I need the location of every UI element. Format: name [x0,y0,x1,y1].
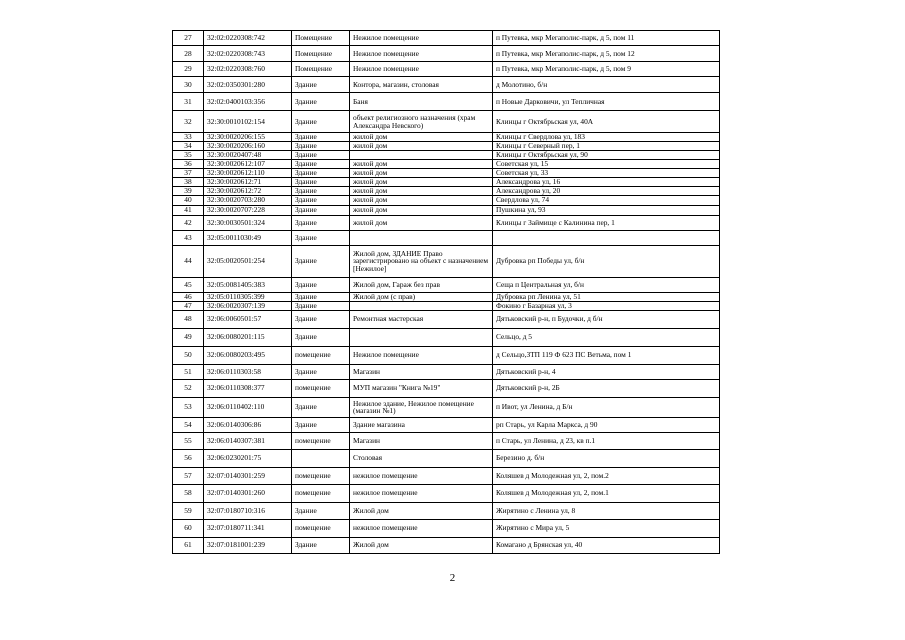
object-address-cell: п Путевка, мкр Мегаполис-парк, д 5, пом 9 [493,62,720,77]
object-kind-cell: Здание [292,301,350,310]
table-row [173,186,720,195]
table-row [173,467,720,484]
object-address-cell: Дубровка рп Победы ул, б/н [493,245,720,277]
object-address-cell: рп Старь, ул Карла Маркса, д 90 [493,417,720,432]
table-row [173,31,720,46]
table-row [173,364,720,379]
cadastral-number-cell: 32:06:0140306:86 [204,417,292,432]
object-address-cell: Клинцы г Займище с Калинина пер, 1 [493,215,720,230]
object-name-cell: нежилое помещение [350,519,493,537]
object-address-cell: д Молотино, б/н [493,77,720,93]
object-name-cell: жилой дом [350,177,493,186]
table-row [173,77,720,93]
object-address-cell: д Сельцо,ЗТП 119 Ф 623 ПС Ветьма, пом 1 [493,346,720,364]
row-number-cell: 57 [173,467,204,484]
cadastral-number-cell: 32:07:0180710:316 [204,502,292,519]
object-kind-cell: Здание [292,502,350,519]
cadastral-number-cell: 32:06:0020307:139 [204,301,292,310]
object-name-cell [350,150,493,159]
object-name-cell: Жилой дом (с прав) [350,292,493,301]
object-name-cell: Здание магазина [350,417,493,432]
cadastral-number-cell: 32:05:0110305:399 [204,292,292,301]
table-row [173,519,720,537]
cadastral-number-cell: 32:02:0350301:280 [204,77,292,93]
object-address-cell: п Путевка, мкр Мегаполис-парк, д 5, пом 12 [493,46,720,62]
object-kind-cell: помещение [292,519,350,537]
row-number-cell: 45 [173,277,204,292]
table-row [173,484,720,502]
object-name-cell: нежилое помещение [350,467,493,484]
object-address-cell: Дятьковский р-н, 2Б [493,379,720,397]
object-name-cell: жилой дом [350,159,493,168]
row-number-cell: 44 [173,245,204,277]
cadastral-number-cell: 32:02:0220308:743 [204,46,292,62]
row-number-cell: 51 [173,364,204,379]
row-number-cell: 50 [173,346,204,364]
object-name-cell [350,230,493,245]
object-name-cell: Ремонтная мастерская [350,310,493,328]
table-row [173,397,720,417]
object-name-cell: Нежилое помещение [350,62,493,77]
object-kind-cell: Здание [292,111,350,133]
table-row [173,245,720,277]
table-row [173,292,720,301]
row-number-cell: 47 [173,301,204,310]
cadastral-number-cell: 32:07:0140301:260 [204,484,292,502]
object-address-cell: Советская ул, 33 [493,168,720,177]
row-number-cell: 38 [173,177,204,186]
row-number-cell: 59 [173,502,204,519]
table-row [173,537,720,553]
row-number-cell: 56 [173,449,204,467]
row-number-cell: 61 [173,537,204,553]
object-address-cell: Клинцы г Октябрьская ул, 40А [493,111,720,133]
object-kind-cell: помещение [292,346,350,364]
object-name-cell: жилой дом [350,141,493,150]
object-kind-cell: Здание [292,215,350,230]
row-number-cell: 32 [173,111,204,133]
object-name-cell: Нежилое помещение [350,346,493,364]
cadastral-number-cell: 32:02:0400103:356 [204,93,292,111]
object-name-cell: Нежилое помещение [350,46,493,62]
table-row [173,159,720,168]
object-kind-cell: Здание [292,277,350,292]
row-number-cell: 33 [173,133,204,142]
row-number-cell: 31 [173,93,204,111]
row-number-cell: 42 [173,215,204,230]
object-name-cell: жилой дом [350,133,493,142]
table-row [173,310,720,328]
object-kind-cell: помещение [292,467,350,484]
object-kind-cell: Здание [292,328,350,346]
row-number-cell: 43 [173,230,204,245]
object-address-cell: Клинцы г Северный пер, 1 [493,141,720,150]
table-row [173,328,720,346]
table-row [173,177,720,186]
object-address-cell [493,230,720,245]
object-address-cell: п Путевка, мкр Мегаполис-парк, д 5, пом 11 [493,31,720,46]
object-address-cell: Жирятино с Ленина ул, 8 [493,502,720,519]
object-address-cell: Дятьковский р-н, п Будочки, д б/н [493,310,720,328]
cadastral-number-cell: 32:30:0020407:48 [204,150,292,159]
table-row [173,346,720,364]
cadastral-number-cell: 32:30:0020703:280 [204,195,292,205]
object-address-cell: Александрова ул, 16 [493,177,720,186]
object-kind-cell: Здание [292,397,350,417]
object-name-cell: Жилой дом [350,502,493,519]
object-address-cell: Жирятино с Мира ул, 5 [493,519,720,537]
object-address-cell: Сеща п Центральная ул, б/н [493,277,720,292]
cadastral-number-cell: 32:07:0181001:239 [204,537,292,553]
table-row [173,379,720,397]
object-kind-cell: помещение [292,379,350,397]
object-kind-cell: Здание [292,205,350,215]
cadastral-number-cell: 32:02:0220308:760 [204,62,292,77]
object-name-cell: Столовая [350,449,493,467]
row-number-cell: 48 [173,310,204,328]
object-address-cell: Свердлова ул, 74 [493,195,720,205]
object-name-cell: Нежилое помещение [350,31,493,46]
table-row [173,46,720,62]
object-kind-cell: Помещение [292,62,350,77]
row-number-cell: 39 [173,186,204,195]
object-address-cell: Березино д. б/н [493,449,720,467]
table-row [173,133,720,142]
row-number-cell: 28 [173,46,204,62]
cadastral-number-cell: 32:30:0020612:107 [204,159,292,168]
row-number-cell: 29 [173,62,204,77]
registry-table-body [173,31,720,554]
cadastral-number-cell: 32:30:0020707:228 [204,205,292,215]
row-number-cell: 55 [173,432,204,449]
object-address-cell: п Ивот, ул Ленина, д Б/н [493,397,720,417]
object-kind-cell: Здание [292,230,350,245]
object-address-cell: Дятьковский р-н, 4 [493,364,720,379]
object-name-cell [350,301,493,310]
object-address-cell: Коляшев д Молодежная ул, 2, пом.2 [493,467,720,484]
cadastral-number-cell: 32:06:0110303:58 [204,364,292,379]
row-number-cell: 35 [173,150,204,159]
object-name-cell: Жилой дом, ЗДАНИЕ Право зарегистрировано на объект с назначением [Нежилое] [350,245,493,277]
object-address-cell: п Старь, ул Ленина, д 23, кв п.1 [493,432,720,449]
table-row [173,141,720,150]
object-kind-cell: Здание [292,177,350,186]
page-number: 2 [449,572,456,584]
object-address-cell: Комагано д Брянская ул, 40 [493,537,720,553]
object-name-cell: Нежилое здание, Нежилое помещение (магазин №1) [350,397,493,417]
cadastral-number-cell: 32:30:0020206:160 [204,141,292,150]
cadastral-number-cell: 32:05:0011030:49 [204,230,292,245]
row-number-cell: 53 [173,397,204,417]
object-kind-cell: Помещение [292,31,350,46]
table-row [173,93,720,111]
cadastral-number-cell: 32:06:0080203:495 [204,346,292,364]
cadastral-number-cell: 32:30:0020612:71 [204,177,292,186]
row-number-cell: 54 [173,417,204,432]
row-number-cell: 41 [173,205,204,215]
object-name-cell: Контора, магазин, столовая [350,77,493,93]
table-row [173,205,720,215]
object-kind-cell: Здание [292,168,350,177]
table-row [173,277,720,292]
cadastral-number-cell: 32:07:0140301:259 [204,467,292,484]
table-row [173,195,720,205]
object-name-cell: жилой дом [350,215,493,230]
table-row [173,150,720,159]
property-registry-table [172,30,720,554]
cadastral-number-cell: 32:06:0230201:75 [204,449,292,467]
object-address-cell: Фокино г Базарная ул, 3 [493,301,720,310]
object-name-cell: жилой дом [350,195,493,205]
table-row [173,111,720,133]
object-address-cell: Клинцы г Октябрьская ул, 90 [493,150,720,159]
object-address-cell: Сельцо, д 5 [493,328,720,346]
object-kind-cell: Здание [292,195,350,205]
object-name-cell: Баня [350,93,493,111]
table-row [173,62,720,77]
row-number-cell: 30 [173,77,204,93]
object-kind-cell: Здание [292,133,350,142]
object-name-cell: жилой дом [350,168,493,177]
object-address-cell: Советская ул, 15 [493,159,720,168]
cadastral-number-cell: 32:07:0180711:341 [204,519,292,537]
cadastral-number-cell: 32:02:0220308:742 [204,31,292,46]
object-kind-cell: помещение [292,484,350,502]
object-kind-cell: Здание [292,537,350,553]
table-row [173,432,720,449]
object-kind-cell: Здание [292,245,350,277]
row-number-cell: 46 [173,292,204,301]
row-number-cell: 36 [173,159,204,168]
object-name-cell: объект религиозного назначения (храм Александра Невского) [350,111,493,133]
object-name-cell: нежилое помещение [350,484,493,502]
object-name-cell: жилой дом [350,205,493,215]
table-row [173,449,720,467]
row-number-cell: 60 [173,519,204,537]
cadastral-number-cell: 32:05:0020501:254 [204,245,292,277]
row-number-cell: 49 [173,328,204,346]
cadastral-number-cell: 32:30:0020612:72 [204,186,292,195]
object-kind-cell: Здание [292,150,350,159]
cadastral-number-cell: 32:06:0110402:110 [204,397,292,417]
row-number-cell: 34 [173,141,204,150]
object-address-cell: п Новые Дарковичи, ул Тепличная [493,93,720,111]
object-name-cell: Жилой дом [350,537,493,553]
object-name-cell: Магазин [350,364,493,379]
object-address-cell: Клинцы г Свердлова ул, 183 [493,133,720,142]
object-kind-cell: Помещение [292,46,350,62]
object-kind-cell: Здание [292,310,350,328]
object-kind-cell: Здание [292,186,350,195]
cadastral-number-cell: 32:30:0010102:154 [204,111,292,133]
object-kind-cell: Здание [292,292,350,301]
object-kind-cell: Здание [292,417,350,432]
table-row [173,168,720,177]
table-row [173,502,720,519]
object-address-cell: Пушкина ул, 93 [493,205,720,215]
object-name-cell: Жилой дом, Гараж без прав [350,277,493,292]
cadastral-number-cell: 32:06:0140307:381 [204,432,292,449]
row-number-cell: 52 [173,379,204,397]
table-row [173,301,720,310]
cadastral-number-cell: 32:30:0030501:324 [204,215,292,230]
cadastral-number-cell: 32:30:0020612:110 [204,168,292,177]
row-number-cell: 37 [173,168,204,177]
object-kind-cell: Здание [292,77,350,93]
object-kind-cell [292,449,350,467]
object-address-cell: Дубровка рп Ленина ул, 51 [493,292,720,301]
cadastral-number-cell: 32:06:0080201:115 [204,328,292,346]
object-address-cell: Коляшев д Молодежная ул, 2, пом.1 [493,484,720,502]
row-number-cell: 58 [173,484,204,502]
table-row [173,417,720,432]
object-name-cell: Магазин [350,432,493,449]
table-row [173,230,720,245]
row-number-cell: 27 [173,31,204,46]
object-kind-cell: помещение [292,432,350,449]
object-name-cell: жилой дом [350,186,493,195]
object-kind-cell: Здание [292,159,350,168]
object-address-cell: Александрова ул, 20 [493,186,720,195]
cadastral-number-cell: 32:06:0110308:377 [204,379,292,397]
cadastral-number-cell: 32:30:0020206:155 [204,133,292,142]
object-kind-cell: Здание [292,364,350,379]
table-row [173,215,720,230]
row-number-cell: 40 [173,195,204,205]
cadastral-number-cell: 32:05:0081405:383 [204,277,292,292]
cadastral-number-cell: 32:06:0060501:57 [204,310,292,328]
object-kind-cell: Здание [292,93,350,111]
object-kind-cell: Здание [292,141,350,150]
object-name-cell: МУП магазин "Книга №19" [350,379,493,397]
object-name-cell [350,328,493,346]
